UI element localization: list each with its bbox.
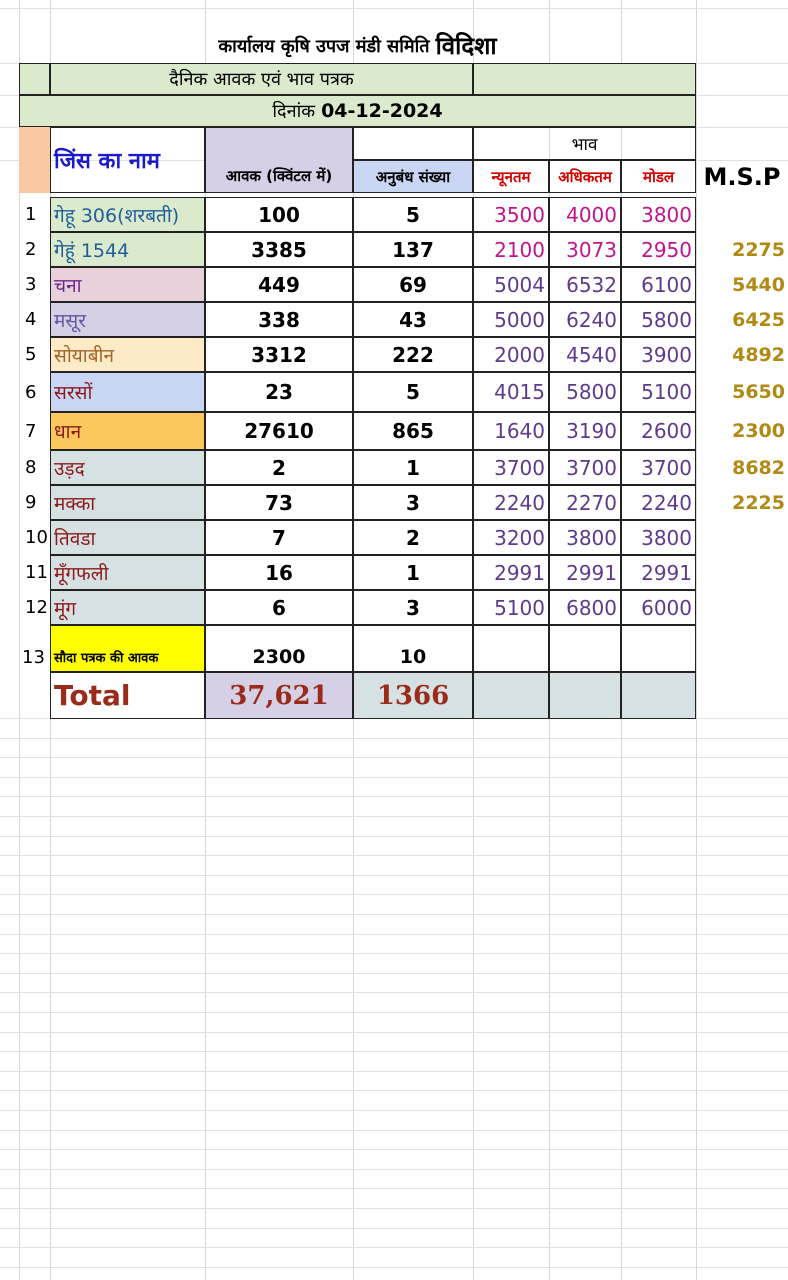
- row-number-header[interactable]: [19, 127, 50, 193]
- total-msp-cell[interactable]: [696, 672, 788, 719]
- total-min-cell[interactable]: [473, 672, 549, 719]
- title-cell[interactable]: [19, 28, 696, 63]
- contracts-cell[interactable]: 69: [353, 267, 473, 302]
- modal-price-cell[interactable]: 3900: [621, 337, 696, 372]
- arrival-cell[interactable]: 27610: [205, 412, 353, 450]
- arrival-cell[interactable]: 73: [205, 485, 353, 520]
- arrival-cell[interactable]: 23: [205, 372, 353, 412]
- min-price-cell[interactable]: 5000: [473, 302, 549, 337]
- contracts-cell[interactable]: 3: [353, 590, 473, 625]
- modal-price-cell[interactable]: 2991: [621, 555, 696, 590]
- sauda-modal-cell[interactable]: [621, 625, 696, 672]
- grid-row-line: [0, 1090, 788, 1091]
- min-price-cell[interactable]: 5100: [473, 590, 549, 625]
- grid-row-line: [0, 1110, 788, 1111]
- msp-cell[interactable]: 2225: [732, 491, 785, 514]
- max-price-cell[interactable]: 3073: [549, 232, 621, 267]
- crop-name-cell[interactable]: गेहू 306(शरबती): [50, 197, 205, 232]
- grid-row-line: [0, 777, 788, 778]
- max-price-cell[interactable]: 5800: [549, 372, 621, 412]
- msp-cell[interactable]: [696, 520, 788, 555]
- grid-row-line: [0, 738, 788, 739]
- total-label-cell[interactable]: Total: [50, 672, 205, 719]
- row-serial[interactable]: 1: [25, 204, 37, 225]
- total-contracts-cell[interactable]: 1366: [353, 672, 473, 719]
- min-price-cell[interactable]: 2000: [473, 337, 549, 372]
- row-serial[interactable]: 5: [25, 344, 37, 365]
- msp-cell[interactable]: 8682: [732, 456, 785, 479]
- max-price-cell[interactable]: 3700: [549, 450, 621, 485]
- arrival-cell[interactable]: 100: [205, 197, 353, 232]
- crop-name-cell[interactable]: मक्का: [50, 485, 205, 520]
- grid-row-line: [0, 855, 788, 856]
- modal-price-cell[interactable]: 3800: [621, 197, 696, 232]
- grid-row-line: [0, 1149, 788, 1150]
- max-price-cell[interactable]: 4000: [549, 197, 621, 232]
- grid-row-line: [0, 894, 788, 895]
- grid-row-line: [0, 1032, 788, 1033]
- date-value: 04-12-2024: [321, 100, 443, 122]
- grid-row-line: [0, 1169, 788, 1170]
- modal-price-cell[interactable]: 3700: [621, 450, 696, 485]
- crop-name-cell[interactable]: सोयाबीन: [50, 337, 205, 372]
- min-price-cell[interactable]: 3200: [473, 520, 549, 555]
- title-city: विदिशा: [435, 32, 497, 60]
- modal-price-cell[interactable]: 3800: [621, 520, 696, 555]
- crop-name-cell[interactable]: गेहूं 1544: [50, 232, 205, 267]
- header-arrival-label: आवक (क्विंटल में): [225, 167, 333, 185]
- max-price-cell[interactable]: 3190: [549, 412, 621, 450]
- arrival-cell[interactable]: 3312: [205, 337, 353, 372]
- modal-price-cell[interactable]: 5800: [621, 302, 696, 337]
- max-price-cell[interactable]: 4540: [549, 337, 621, 372]
- min-price-cell[interactable]: 2240: [473, 485, 549, 520]
- grid-row-line: [0, 1188, 788, 1189]
- grid-row-line: [0, 1051, 788, 1052]
- arrival-cell[interactable]: 338: [205, 302, 353, 337]
- max-price-cell[interactable]: 2991: [549, 555, 621, 590]
- sauda-max-cell[interactable]: [549, 625, 621, 672]
- min-price-cell[interactable]: 3700: [473, 450, 549, 485]
- title-prefix: कार्यालय कृषि उपज मंडी समिति: [218, 35, 430, 57]
- grid-row-line: [0, 914, 788, 915]
- contracts-cell[interactable]: 137: [353, 232, 473, 267]
- row-serial[interactable]: 8: [25, 457, 37, 478]
- subtitle-right-cell[interactable]: [473, 63, 696, 95]
- crop-name-cell[interactable]: सरसों: [50, 372, 205, 412]
- crop-name-cell[interactable]: मूँगफली: [50, 555, 205, 590]
- contracts-cell[interactable]: 1: [353, 450, 473, 485]
- contracts-cell[interactable]: 5: [353, 372, 473, 412]
- header-arrival[interactable]: [205, 127, 353, 193]
- row-serial[interactable]: 2: [25, 239, 37, 260]
- max-price-cell[interactable]: 6532: [549, 267, 621, 302]
- total-max-cell[interactable]: [549, 672, 621, 719]
- grid-row-line: [0, 992, 788, 993]
- crop-name-cell[interactable]: उड़द: [50, 450, 205, 485]
- arrival-cell[interactable]: 16: [205, 555, 353, 590]
- arrival-cell[interactable]: 6: [205, 590, 353, 625]
- row-serial[interactable]: 12: [25, 597, 48, 618]
- sauda-serial[interactable]: 13: [22, 647, 45, 668]
- modal-price-cell[interactable]: 6000: [621, 590, 696, 625]
- crop-name-cell[interactable]: तिवडा: [50, 520, 205, 555]
- header-min[interactable]: न्यूनतम: [473, 160, 549, 193]
- grid-row-line: [0, 757, 788, 758]
- row-serial[interactable]: 3: [25, 274, 37, 295]
- msp-cell[interactable]: 5650: [732, 381, 785, 403]
- arrival-cell[interactable]: 7: [205, 520, 353, 555]
- crop-name-cell[interactable]: चना: [50, 267, 205, 302]
- grid-row-line: [0, 875, 788, 876]
- contracts-cell[interactable]: 43: [353, 302, 473, 337]
- grid-row-line: [0, 8, 788, 9]
- msp-cell[interactable]: 5440: [732, 273, 785, 296]
- row-serial[interactable]: 7: [25, 420, 37, 442]
- min-price-cell[interactable]: 1640: [473, 412, 549, 450]
- grid-row-line: [0, 953, 788, 954]
- contracts-cell[interactable]: 3: [353, 485, 473, 520]
- header-msp[interactable]: M.S.P: [703, 162, 781, 191]
- min-price-cell[interactable]: 5004: [473, 267, 549, 302]
- header-name[interactable]: जिंस का नाम: [50, 127, 205, 193]
- max-price-cell[interactable]: 3800: [549, 520, 621, 555]
- modal-price-cell[interactable]: 5100: [621, 372, 696, 412]
- crop-name-cell[interactable]: धान: [50, 412, 205, 450]
- contracts-cell[interactable]: 222: [353, 337, 473, 372]
- sauda-name-cell[interactable]: सौदा पत्रक की आवक: [50, 625, 205, 672]
- min-price-cell[interactable]: 2991: [473, 555, 549, 590]
- header-contracts-top[interactable]: [353, 127, 473, 160]
- row-serial[interactable]: 9: [25, 492, 37, 513]
- contracts-cell[interactable]: 865: [353, 412, 473, 450]
- crop-name-cell[interactable]: मसूर: [50, 302, 205, 337]
- msp-cell[interactable]: [696, 590, 788, 625]
- msp-cell[interactable]: 2275: [732, 238, 785, 261]
- contracts-cell[interactable]: 1: [353, 555, 473, 590]
- msp-cell[interactable]: [696, 197, 788, 232]
- header-contracts[interactable]: [353, 160, 473, 193]
- min-price-cell[interactable]: 3500: [473, 197, 549, 232]
- grid-row-line: [0, 1228, 788, 1229]
- arrival-cell[interactable]: 3385: [205, 232, 353, 267]
- min-price-cell[interactable]: 2100: [473, 232, 549, 267]
- arrival-cell[interactable]: 2: [205, 450, 353, 485]
- grid-row-line: [0, 1012, 788, 1013]
- header-max[interactable]: अधिकतम: [549, 160, 621, 193]
- header-modal[interactable]: मोडल: [621, 160, 696, 193]
- crop-name-cell[interactable]: मूंग: [50, 590, 205, 625]
- grid-row-line: [0, 1247, 788, 1248]
- msp-cell[interactable]: 6425: [732, 308, 785, 331]
- row-serial[interactable]: 10: [25, 527, 48, 548]
- modal-price-cell[interactable]: 2950: [621, 232, 696, 267]
- contracts-cell[interactable]: 2: [353, 520, 473, 555]
- max-price-cell[interactable]: 2270: [549, 485, 621, 520]
- grid-row-line: [0, 1208, 788, 1209]
- grid-row-line: [0, 1130, 788, 1131]
- header-bhav-group[interactable]: भाव: [473, 127, 696, 160]
- msp-cell[interactable]: 4892: [732, 343, 785, 366]
- row-serial[interactable]: 6: [25, 381, 37, 403]
- modal-price-cell[interactable]: 2600: [621, 412, 696, 450]
- total-modal-cell[interactable]: [621, 672, 696, 719]
- arrival-cell[interactable]: 449: [205, 267, 353, 302]
- grid-row-line: [0, 934, 788, 935]
- contracts-cell[interactable]: 5: [353, 197, 473, 232]
- sauda-arrival-cell[interactable]: 2300: [205, 625, 353, 672]
- msp-cell[interactable]: [696, 555, 788, 590]
- grid-row-line: [0, 1071, 788, 1072]
- date-cell[interactable]: [19, 95, 696, 127]
- header-contracts-label: अनुबंध संख्या: [375, 167, 451, 186]
- grid-row-line: [0, 796, 788, 797]
- modal-price-cell[interactable]: 2240: [621, 485, 696, 520]
- max-price-cell[interactable]: 6240: [549, 302, 621, 337]
- max-price-cell[interactable]: 6800: [549, 590, 621, 625]
- subtitle-left-cell[interactable]: [19, 63, 50, 95]
- grid-row-line: [0, 836, 788, 837]
- total-arrival-cell[interactable]: 37,621: [205, 672, 353, 719]
- subtitle-cell[interactable]: दैनिक आवक एवं भाव पत्रक: [50, 63, 473, 95]
- grid-row-line: [0, 1267, 788, 1268]
- sauda-min-cell[interactable]: [473, 625, 549, 672]
- date-label: दिनांक: [272, 101, 316, 122]
- sauda-contracts-cell[interactable]: 10: [353, 625, 473, 672]
- grid-row-line: [0, 973, 788, 974]
- row-serial[interactable]: 11: [25, 562, 48, 583]
- msp-cell[interactable]: 2300: [732, 420, 785, 442]
- row-serial[interactable]: 4: [25, 309, 37, 330]
- modal-price-cell[interactable]: 6100: [621, 267, 696, 302]
- min-price-cell[interactable]: 4015: [473, 372, 549, 412]
- grid-row-line: [0, 816, 788, 817]
